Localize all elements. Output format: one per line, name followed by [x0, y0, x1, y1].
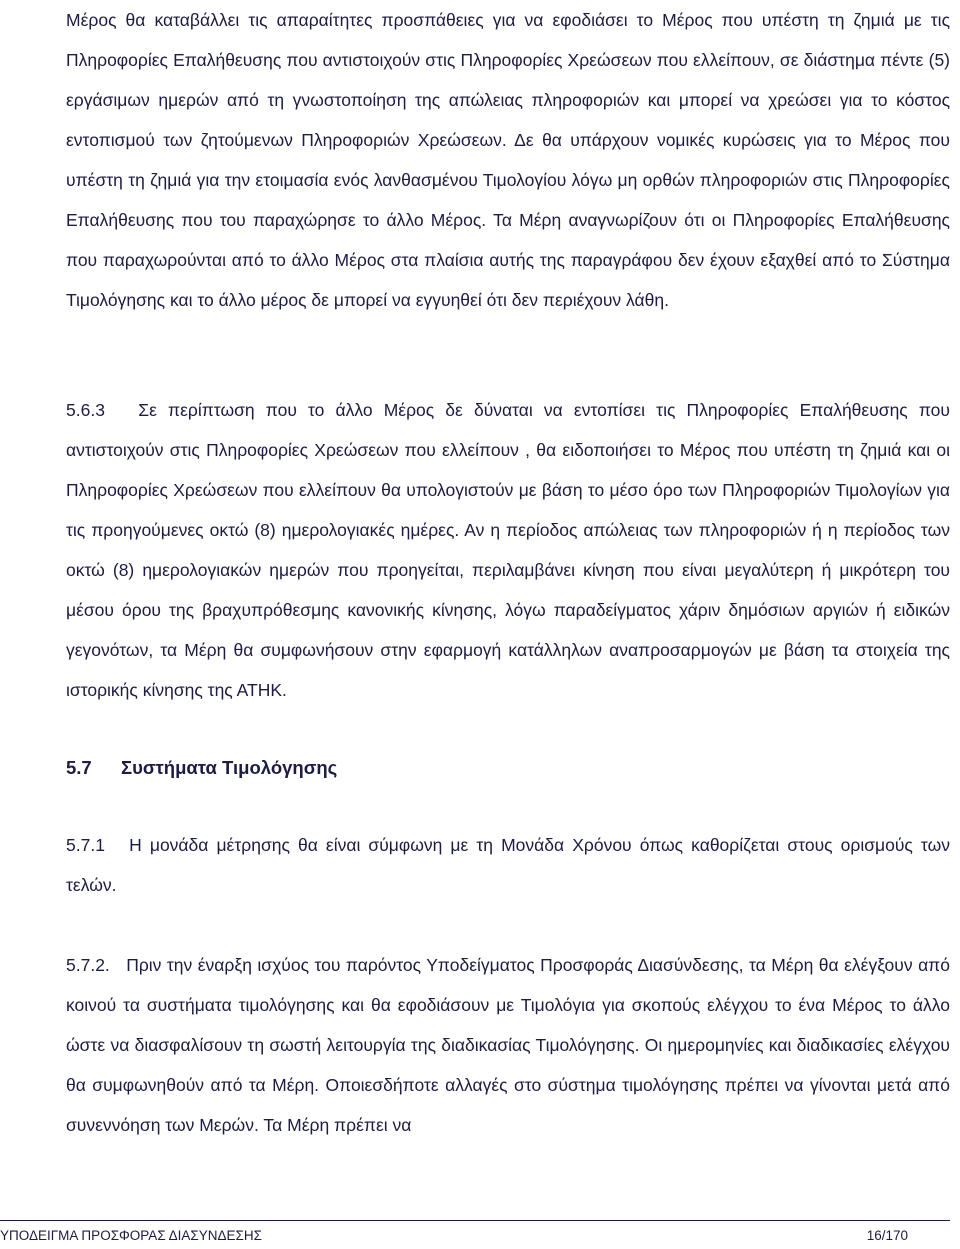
footer-page-number: 16/170 — [866, 1228, 908, 1243]
section-5-7-2-body: Πριν την έναρξη ισχύος του παρόντος Υποδείγματος Προσφοράς Διασύνδεσης, τα Μέρη θα ελέγξουν από κοινού τα συστήματα τιμολόγησης και θα εφοδιάσουν με Τιμολόγια για σκοπούς ελέγχου το ένα Μέρος το άλλο ώστε να διασφαλίσουν τη σωστή λειτουργία της διαδικασίας Τιμολόγησης. Οι ημερομηνίες και διαδικασίες ελέγχου θα συμφωνηθούν από τα Μέρη. Οποιεσδήποτε αλλαγές στο σύστημα τιμολόγησης πρέπει να γίνονται μετά από συνεννόηση των Μερών. Τα Μέρη πρέπει να — [66, 955, 950, 1135]
section-5-7-2-number: 5.7.2. — [66, 955, 110, 975]
section-5-7-2-text — [66, 945, 950, 1145]
intro-paragraph: Μέρος θα καταβάλλει τις απαραίτητες προσπάθειες για να εφοδιάσει το Μέρος που υπέστη τη ζημιά με τις Πληροφορίες Επαλήθευσης που αντιστοιχούν στις Πληροφορίες Χρεώσεων που ελλείπουν, σε διάστημα πέντε (5) εργάσιμων ημερών από τη γνωστοποίηση της απώλειας πληροφοριών και μπορεί να χρεώσει για το κόστος εντοπισμού των ζητούμενων Πληροφοριών Χρεώσεων. Δε θα υπάρχουν νομικές κυρώσεις για το Μέρος που υπέστη τη ζημιά για την ετοιμασία ενός λανθασμένου Τιμολογίου λόγω μη ορθών πληροφοριών στις Πληροφορίες Επαλήθευσης που του παραχώρησε το άλλο Μέρος. Τα Μέρη αναγνωρίζουν ότι οι Πληροφορίες Επαλήθευσης που παραχωρούνται από το άλλο Μέρος στα πλαίσια αυτής της παραγράφου δεν έχουν εξαχθεί από το Σύστημα Τιμολόγησης και το άλλο μέρος δε μπορεί να εγγυηθεί ότι δεν περιέχουν λάθη. — [66, 10, 950, 310]
section-5-6-3-text — [66, 390, 950, 710]
footer-document-title: ΥΠΟΔΕΙΓΜΑ ΠΡΟΣΦΟΡΑΣ ΔΙΑΣΥΝΔΕΣΗΣ — [0, 1228, 262, 1243]
heading-5-7-title: Συστήματα Τιμολόγησης — [121, 757, 338, 778]
section-5-7-1-number: 5.7.1 — [66, 835, 105, 855]
section-5-6-3-number: 5.6.3 — [66, 400, 105, 420]
section-5-7-1-text — [66, 825, 950, 905]
section-5-7-1-body: Η μονάδα μέτρησης θα είναι σύμφωνη με τη Μονάδα Χρόνου όπως καθορίζεται στους ορισμούς των τελών. — [66, 835, 950, 895]
footer-divider — [0, 1220, 950, 1221]
heading-5-7-number: 5.7 — [66, 757, 92, 778]
section-5-6-3-body: Σε περίπτωση που το άλλο Μέρος δε δύναται να εντοπίσει τις Πληροφορίες Επαλήθευσης που αντιστοιχούν στις Πληροφορίες Χρεώσεων που ελλείπουν , θα ειδοποιήσει το Μέρος που υπέστη τη ζημιά και οι Πληροφορίες Χρεώσεων που ελλείπουν θα υπολογιστούν με βάση το μέσο όρο των Πληροφοριών Τιμολογίων για τις προηγούμενες οκτώ (8) ημερολογιακές ημέρες. Αν η περίοδος απώλειας των πληροφοριών ή η περίοδος των οκτώ (8) ημερολογιακών ημερών που προηγείται, περιλαμβάνει κίνηση που είναι μεγαλύτερη ή μικρότερη του μέσου όρου της βραχυπρόθεσμης κανονικής κίνησης, λόγω παραδείγματος χάριν δημόσιων αργιών ή ειδικών γεγονότων, τα Μέρη θα συμφωνήσουν στην εφαρμογή κατάλληλων αναπροσαρμογών με βάση τα στοιχεία της ιστορικής κίνησης της ΑΤΗΚ. — [66, 400, 950, 700]
